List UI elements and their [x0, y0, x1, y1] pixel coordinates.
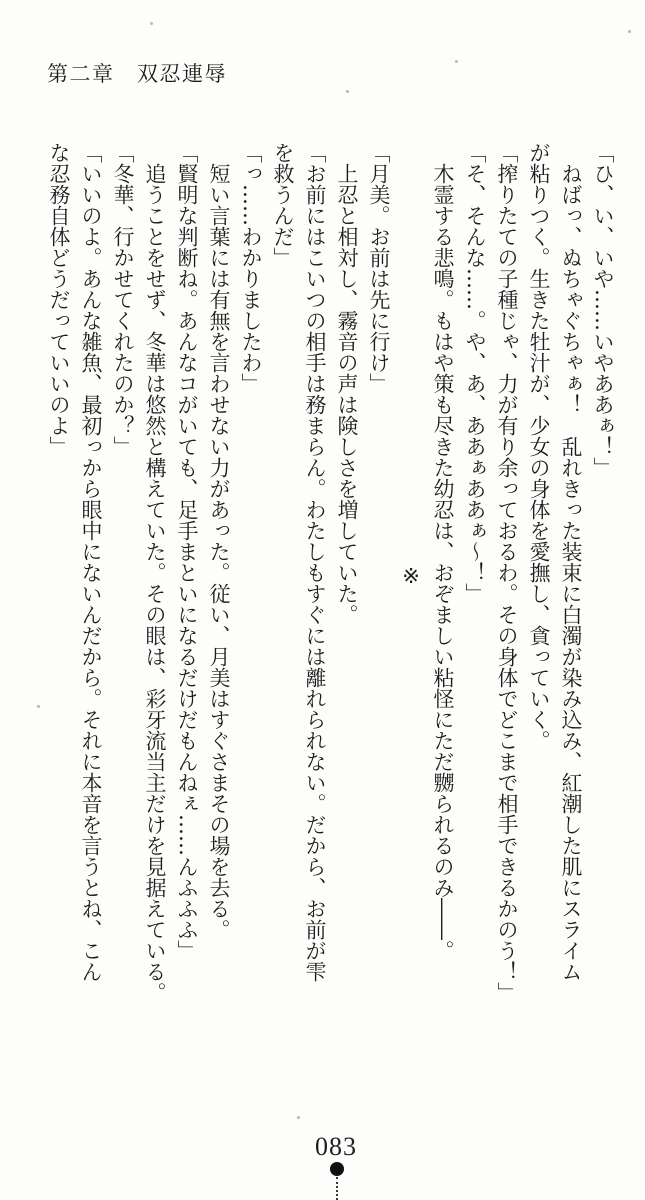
scan-speck [150, 22, 153, 25]
text-line: 「冬華、行かせてくれたのか？」 [111, 142, 135, 457]
text-line: 「賢明な判断ね。あんなコがいても、足手まといになるだけだもんねぇ……んふふふ」 [175, 142, 199, 961]
text-line: 「月美。お前は先に行け」 [367, 142, 391, 394]
text-line: 木霊する悲鳴。もはや策も尽きた幼忍は、おぞましい粘怪にただ嬲られるのみ――。 [431, 142, 455, 961]
text-line: 「搾りたての子種じゃ、力が有り余っておるわ。その身体でどこまで相手できるかのう！」 [495, 142, 519, 1003]
scene-break-mark: ※ [399, 564, 423, 588]
chapter-header: 第二章 双忍連辱 [47, 62, 227, 86]
text-line: を救うんだ」 [271, 142, 295, 268]
vertical-text-block [43, 142, 619, 1010]
scan-speck [628, 30, 631, 33]
text-line: ねばっ、ぬちゃぐちゃぁ！ 乱れきった装束に白濁が染み込み、紅潮した肌にスライム [559, 142, 583, 982]
text-line: 「ひ、い、いや……いやああぁ！」 [591, 142, 615, 478]
text-line: 「お前にはこいつの相手は務まらん。わたしもすぐには離れられない。だから、お前が雫 [303, 142, 327, 982]
footer-dotted-line [336, 1177, 338, 1200]
text-line: 「いいのよ。あんな雑魚、最初っから眼中にないんだから。それに本音を言うとね、こん [79, 142, 103, 982]
scan-speck [455, 60, 458, 63]
text-line: 「っ……わかりましたわ」 [239, 142, 263, 394]
footer-dot-mark [330, 1162, 344, 1176]
scan-speck [346, 90, 349, 93]
scan-speck [37, 705, 40, 708]
scan-speck [297, 1116, 300, 1119]
text-line: な忍務自体どうだっていいのよ」 [47, 142, 71, 457]
text-line: 「そ、そんな……。や、あ、ああぁああぁ～！」 [463, 142, 487, 604]
text-line: 上忍と相対し、霧音の声は険しさを増していた。 [335, 142, 359, 625]
page-number: 083 [315, 1132, 357, 1161]
text-line: 追うことをせず、冬華は悠然と構えていた。その眼は、彩牙流当主だけを見据えている。 [143, 142, 167, 1003]
text-line: が粘りつく。生きた牡汁が、少女の身体を愛撫し、貪っていく。 [527, 142, 551, 751]
text-line: 短い言葉には有無を言わせない力があった。従い、月美はすぐさまその場を去る。 [207, 142, 231, 940]
